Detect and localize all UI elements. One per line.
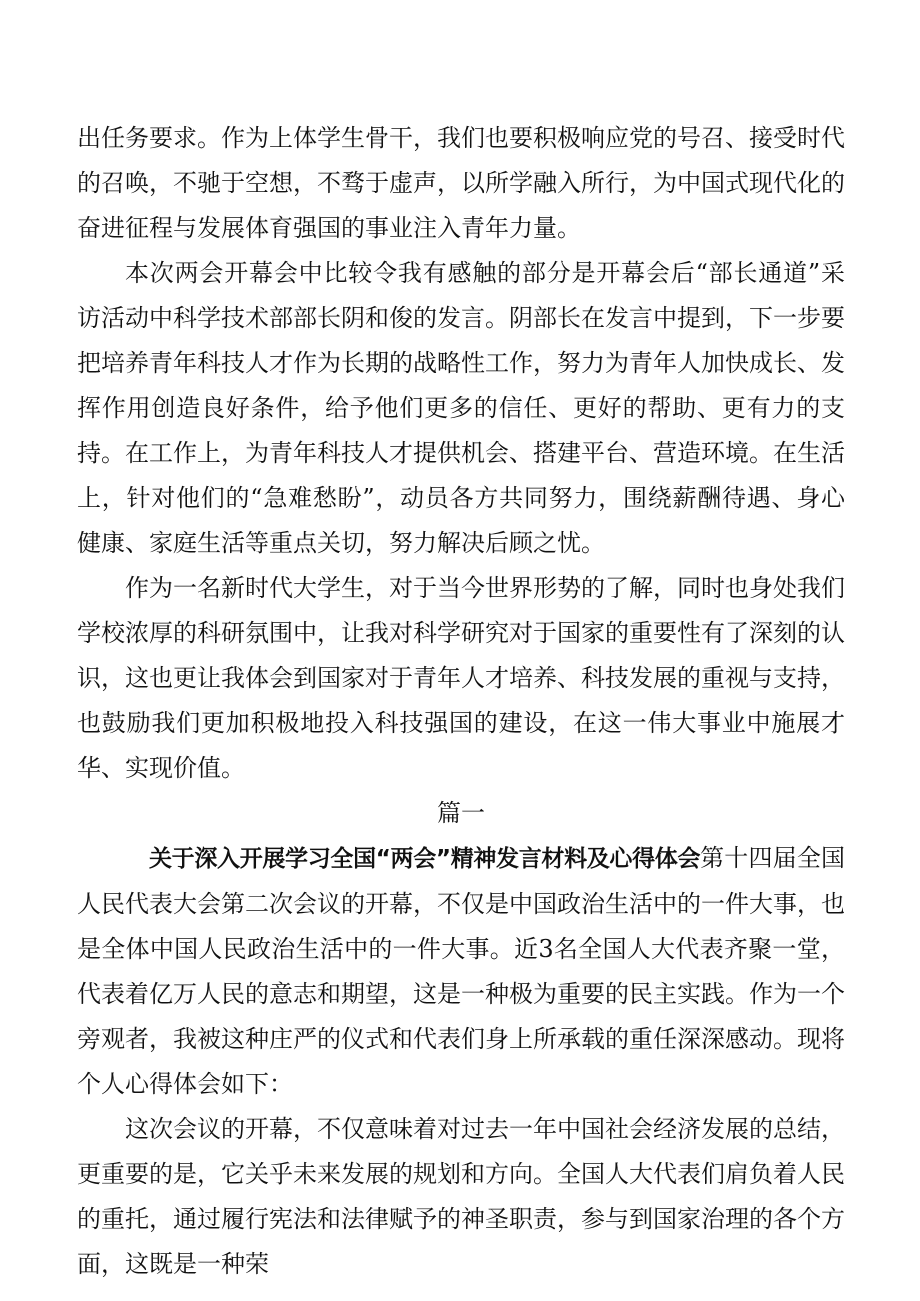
- paragraph-minister-speech: 本次两会开幕会中比较令我有感触的部分是开幕会后“部长通道”采访活动中科学技术部部长阴和俊的发言。阴部长在发言中提到，下一步要把培养青年科技人才作为长期的战略性工作，努力为青年人加快成长、发挥作用创造良好条件，给予他们更多的信任、更好的帮助、更有力的支持。在工作上，为青年科技人才提供机会、搭建平台、营造环境。在生活上，针对他们的“急难愁盼”，动员各方共同努力，围绕薪酬待遇、身心健康、家庭生活等重点关切，努力解决后顾之忧。: [77, 259, 845, 557]
- section-marker: 篇一: [437, 799, 485, 827]
- document-page: [77, 116, 845, 1287]
- paragraph-continuation: 出任务要求。作为上体学生骨干，我们也要积极响应党的号召、接受时代的召唤，不驰于空想，不骛于虚声，以所学融入所行，为中国式现代化的奋进征程与发展体育强国的事业注入青年力量。: [77, 124, 845, 242]
- paragraph-student-reflection: 作为一名新时代大学生，对于当今世界形势的了解，同时也身处我们学校浓厚的科研氛围中，让我对科学研究对于国家的重要性有了深刻的认识，这也更让我体会到国家对于青年人才培养、科技发展的重视与支持，也鼓励我们更加积极地投入科技强国的建设，在这一伟大事业中施展才华、实现价值。: [77, 574, 845, 782]
- paragraph-heading: [77, 836, 845, 1107]
- paragraph-heading-body: 第十四届全国人民代表大会第二次会议的开幕，不仅是中国政治生活中的一件大事，也是全体中国人民政治生活中的一件大事。近3名全国人大代表齐聚一堂，代表着亿万人民的意志和期望，这是一种极为重要的民主实践。作为一个旁观者，我被这种庄严的仪式和代表们身上所承载的重任深深感动。现将个人心得体会如下：: [77, 844, 846, 1098]
- document-title: 关于深入开展学习全国“两会”精神发言材料及心得体会: [149, 846, 701, 872]
- paragraph-meeting-opening: 这次会议的开幕，不仅意味着对过去一年中国社会经济发展的总结，更重要的是，它关乎未来发展的规划和方向。全国人大代表们肩负着人民的重托，通过履行宪法和法律赋予的神圣职责，参与到国家治理的各个方面，这既是一种荣: [77, 1115, 845, 1278]
